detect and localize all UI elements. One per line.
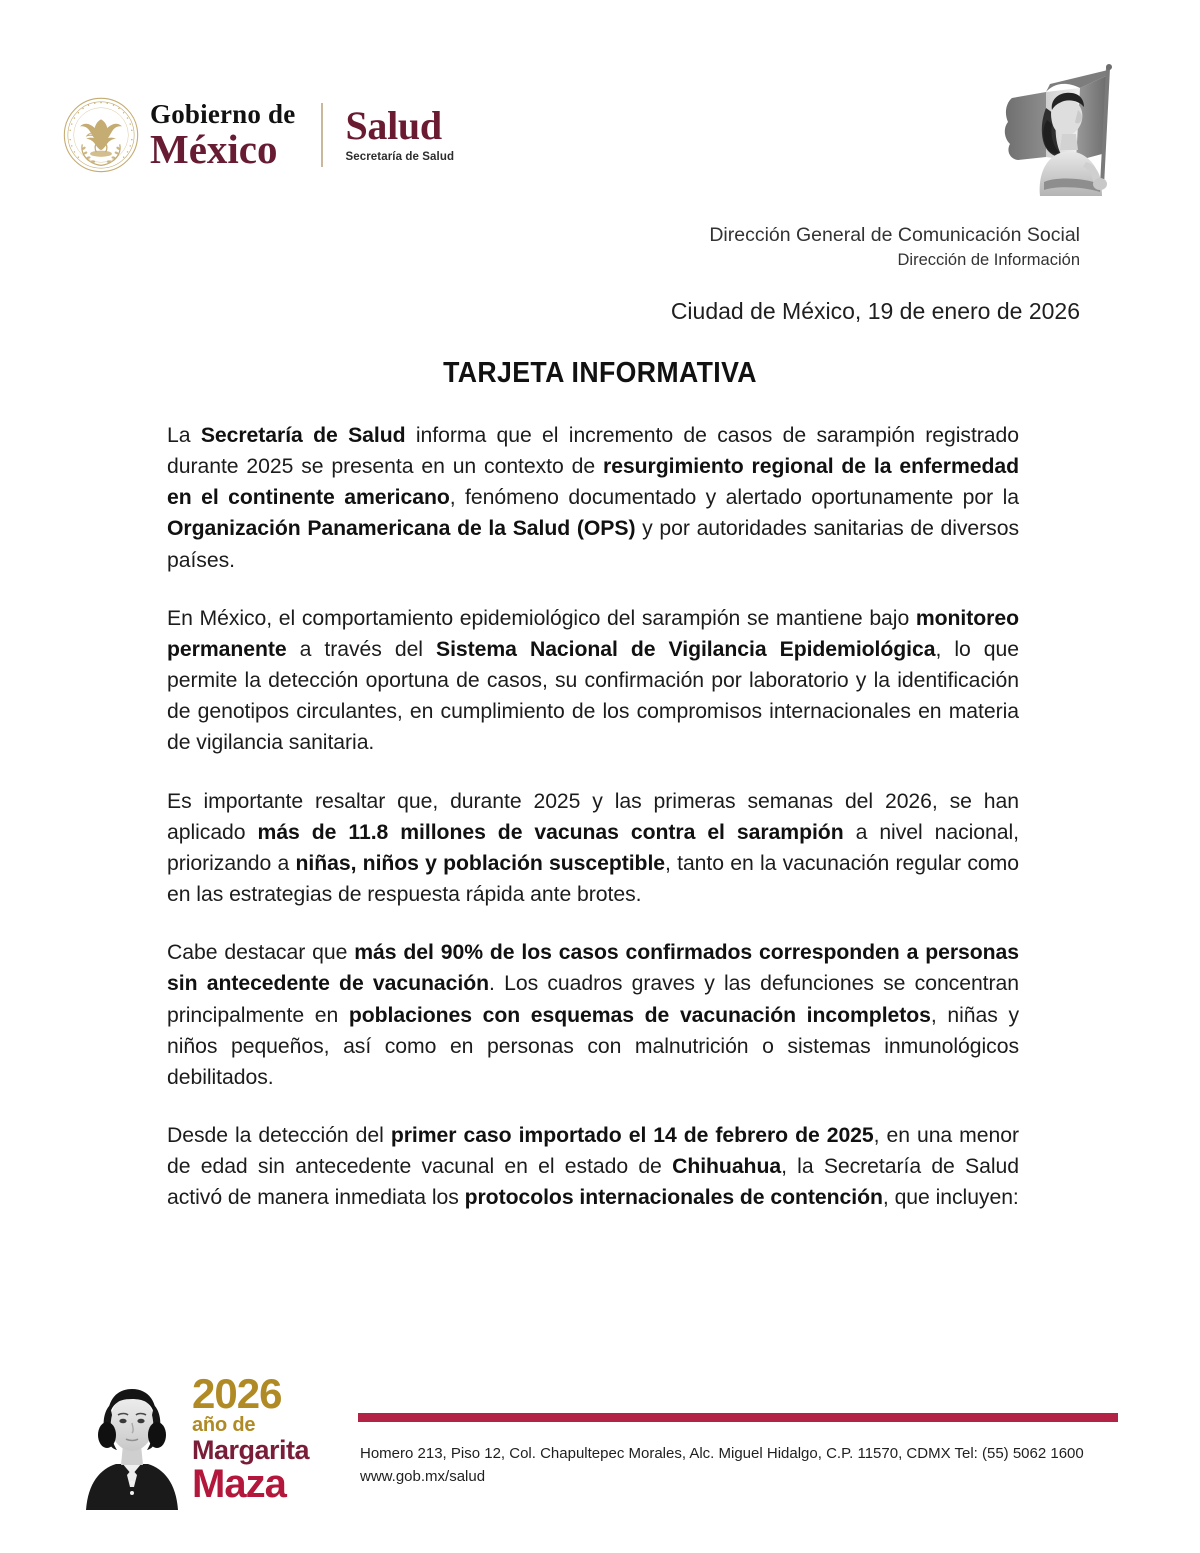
body-text: . Los cuadros graves y las defunciones se concentran principalmente en [167,972,1019,1027]
woman-with-mexican-flag-illustration [990,58,1140,198]
document-footer [0,1350,1200,1553]
body-text: , lo que permite la detección oportuna de casos, su confirmación por laboratorio y la identificación de genotipos circulantes, en cumplimiento de los compromisos internacionales en materia de vigilancia sanitaria. [167,637,1019,755]
body-text: , que incluyen: [882,1186,1019,1210]
salud-label: Salud [345,103,442,149]
body-text: informa que el incremento de casos de sarampión registrado durante 2025 se presenta en un contexto de [167,424,1020,479]
body-text: Desde la detección del [167,1123,391,1147]
body-paragraph-1 [167,420,1019,576]
body-text: , fenómeno documentado y alertado oportunamente por la [449,486,1019,510]
body-text: y por autoridades sanitarias de diversos países. [167,517,1019,572]
maza-year-label: 2026 [192,1370,282,1418]
maza-surname-label: Maza [192,1461,286,1506]
logo-divider [321,103,323,167]
page-title: TARJETA INFORMATIVA [443,357,757,389]
issuing-office [709,222,1080,273]
document-body [167,420,1019,1213]
emphasis-text: más del 90% de los casos confirmados corresponden a personas sin antecedente de vacunación [167,941,1020,996]
body-text: a través del [286,637,436,661]
brand-gobierno-label: Gobierno de [150,98,296,129]
emphasis-text: más de 11.8 millones de vacunas contra el sarampión [257,820,844,844]
body-text: Es importante resaltar que, durante 2025 y las primeras semanas del 2026, se han aplicado [167,789,1019,844]
body-text: , tanto en la vacunación regular como en las estrategias de respuesta rápida ante brotes. [167,851,1019,907]
city-date: Ciudad de México, 19 de enero de 2026 [670,298,1080,324]
body-paragraph-3 [167,786,1019,911]
emphasis-text: Chihuahua [672,1155,782,1179]
footer-divider [358,1413,1118,1422]
document-header [0,0,1200,324]
body-text: , niñas y niños pequeños, así como en personas con malnutrición o sistemas inmunológicos debilitados. [167,1003,1019,1089]
maza-margarita-label: Margarita [192,1435,310,1466]
emphasis-text: poblaciones con esquemas de vacunación incompletos [348,1003,931,1027]
salud-wordmark [345,103,455,164]
office-line-2: Dirección de Información [897,251,1080,270]
emphasis-text: Secretaría de Salud [200,424,406,447]
footer-contact-info [360,1442,1084,1489]
brand-mexico-label: México [150,126,278,173]
body-paragraph-5 [167,1120,1019,1213]
body-text: La [167,424,201,447]
body-text: , en una menor de edad sin antecedente vacunal en el estado de [167,1123,1019,1179]
emphasis-text: primer caso importado el 14 de febrero de 2025 [390,1123,874,1147]
emphasis-text: monitoreo permanente [167,606,1019,661]
margarita-maza-wordmark [192,1370,310,1510]
office-line-1: Dirección General de Comunicación Social [709,224,1080,246]
maza-anode-label: año de [192,1414,256,1437]
body-paragraph-2 [167,603,1019,759]
footer-address-line: Homero 213, Piso 12, Col. Chapultepec Morales, Alc. Miguel Hidalgo, C.P. 11570, CDMX Tel: (55) 5062 1600 [360,1445,1084,1462]
emphasis-text: Sistema Nacional de Vigilancia Epidemiológica [436,637,936,661]
body-paragraph-4 [167,937,1019,1093]
gobierno-de-mexico-salud-logo [62,96,454,174]
emphasis-text: protocolos internacionales de contención [464,1186,883,1210]
body-text: Cabe destacar que [167,941,355,965]
mexican-eagle-seal-icon [62,96,140,174]
footer-website-link[interactable]: www.gob.mx/salud [360,1468,486,1486]
body-text: a nivel nacional, priorizando a [167,820,1019,875]
emphasis-text: resurgimiento regional de la enfermedad en el continente americano [167,455,1019,510]
body-text: , la Secretaría de Salud activó de manera inmediata los [167,1155,1019,1210]
body-text: En México, el comportamiento epidemiológico del sarampión se mantiene bajo [167,606,916,630]
gobierno-de-mexico-wordmark [150,98,296,173]
salud-sublabel: Secretaría de Salud [345,151,455,164]
margarita-maza-2026-logo [78,1360,309,1510]
emphasis-text: niñas, niños y población susceptible [295,851,666,875]
emphasis-text: Organización Panamericana de la Salud (OPS) [167,517,636,541]
margarita-maza-portrait-icon [78,1365,186,1510]
